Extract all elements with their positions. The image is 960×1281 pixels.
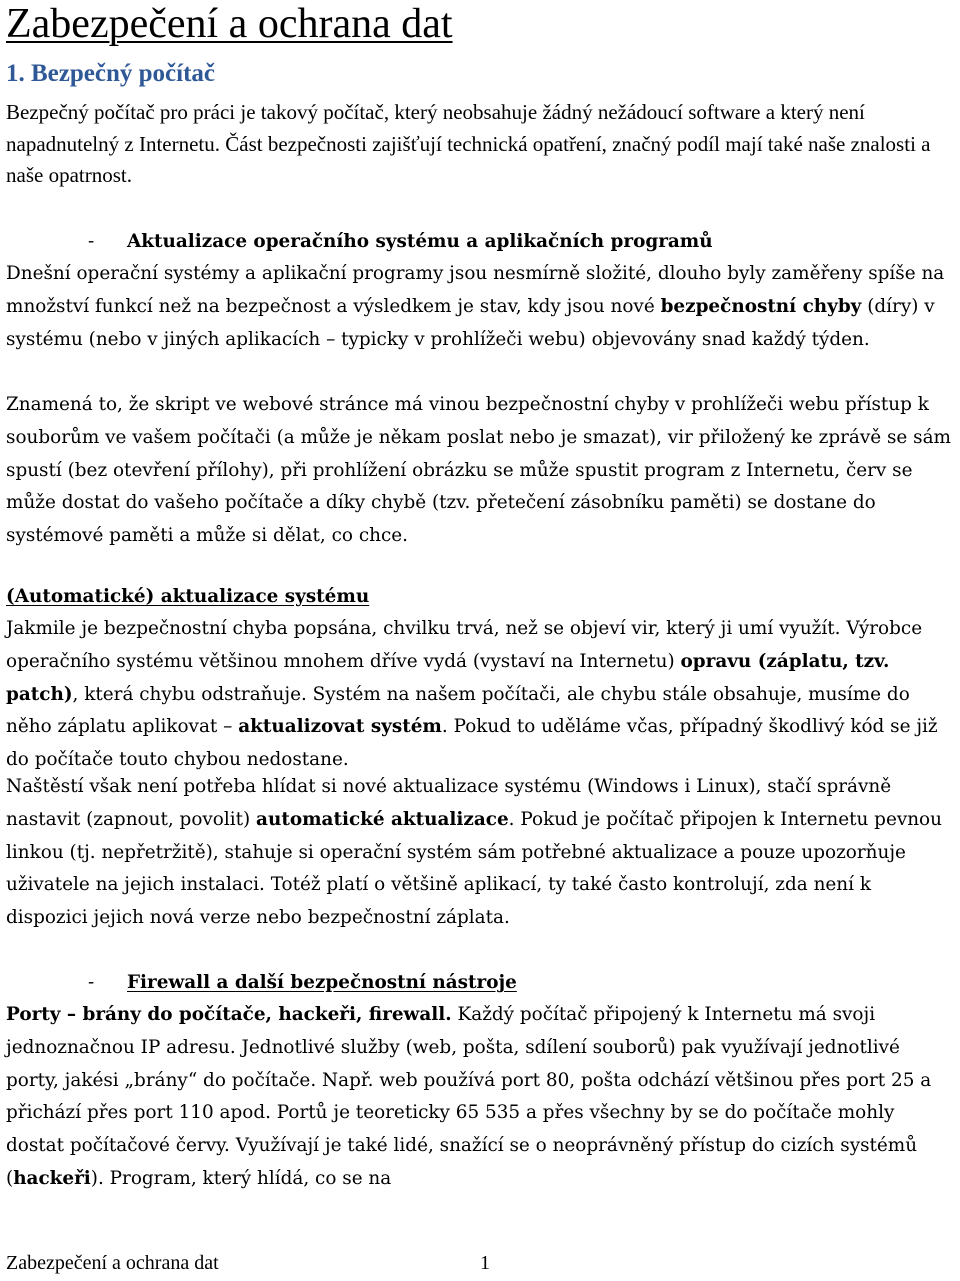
- paragraph-consequences: Znamená to, že skript ve webové stránce má vinou bezpečnostní chyby v prohlížeči webu přístup k souborům ve vašem počítači (a může je někam poslat nebo je smazat), vir přiložený ke zprávě se sám spustí (bez otevření přílohy), při prohlížení obrázku se může spustit program z Internetu, červ se může dostat do vašeho počítače a díky chybě (tzv. přetečení zásobníku paměti) se dostane do systémové paměti a může si dělat, co chce.: [6, 394, 951, 547]
- text: Naštěstí však není potřeba hlídat si nové aktualizace systému (Windows i Linux), stačí správně nastavit (zapnout, povolit): [6, 776, 892, 830]
- bold-text: opravu (záplatu, tzv. patch): [6, 650, 890, 705]
- list-dash: -: [88, 972, 95, 993]
- text: , která chybu odstraňuje. Systém na našem počítači, ale chybu stále obsahuje, musíme do něho záplatu aplikovat –: [6, 683, 910, 738]
- document-title: Zabezpečení a ochrana dat: [6, 1, 453, 47]
- text: Jakmile je bezpečnostní chyba popsána, chvilku trvá, než se objeví vir, který ji umí využít. Výrobce operačního systému většinou mnohem dříve vydá (vystaví na Internetu): [6, 618, 923, 672]
- paragraph-automatic-updates: [6, 771, 956, 935]
- text: . Pokud to uděláme včas, případný škodlivý kód se již do počítače touto chybou nedostane.: [6, 716, 938, 771]
- bold-text: automatické aktualizace: [256, 808, 509, 830]
- text: ). Program, který hlídá, co se na: [90, 1167, 392, 1189]
- bold-text: bezpečnostní chyby: [660, 295, 862, 317]
- bold-text: Porty – brány do počítače, hackeři, firewall.: [6, 1004, 452, 1025]
- intro-paragraph: Bezpečný počítač pro práci je takový počítač, který neobsahuje žádný nežádoucí software a který není napadnutelný z Internetu. Část bezpečnosti zajišťují technická opatření, značný podíl mají také naše znalosti a naše opatrnost.: [6, 100, 931, 187]
- paragraph-security-holes: [6, 258, 956, 356]
- section-heading: 1. Bezpečný počítač: [6, 60, 215, 87]
- text: . Pokud je počítač připojen k Internetu pevnou linkou (tj. nepřetržitě), stahuje si operační systém sám potřebné aktualizace a pouze upozorňuje uživatele na jejich instalaci. Totéž platí o většině aplikací, ty také často kontrolují, zda není k dispozici jejich nová verze nebo bezpečnostní záplata.: [6, 808, 942, 929]
- text: Každý počítač připojený k Internetu má svoji jednoznačnou IP adresu. Jednotlivé služby (web, pošta, sdílení souborů) pak využívají jednotlivé porty, jakési „brány“ do počítače. Např. web používá port 80, pošta odchází většinou přes port 25 a přichází přes port 110 apod. Portů je teoreticky 65 535 a přes všechny by se do počítače mohly dostat počítačové červy. Využívají je také lidé, snažící se o neoprávněný přístup do cizích systémů (: [6, 1004, 932, 1189]
- text: Dnešní operační systémy a aplikační programy jsou nesmírně složité, dlouho byly zaměřeny spíše na množství funkcí než na bezpečnost a výsledkem je stav, kdy jsou nové: [6, 263, 945, 317]
- text: (díry) v systému (nebo v jiných aplikacích – typicky v prohlížeči webu) objevovány snad každý týden.: [6, 295, 935, 350]
- page-number: 1: [480, 1252, 490, 1274]
- bold-text: aktualizovat systém: [238, 716, 442, 738]
- bold-text: hackeři: [13, 1167, 91, 1189]
- subsection-heading-auto-updates: (Automatické) aktualizace systému: [6, 586, 370, 607]
- subsection-heading-firewall: Firewall a další bezpečnostní nástroje: [127, 972, 517, 993]
- paragraph-ports: [6, 999, 956, 1196]
- list-dash: -: [88, 231, 95, 252]
- paragraph-patches: [6, 613, 956, 777]
- footer-title: Zabezpečení a ochrana dat: [6, 1252, 219, 1274]
- subsection-heading-updates: Aktualizace operačního systému a aplikačních programů: [127, 231, 713, 252]
